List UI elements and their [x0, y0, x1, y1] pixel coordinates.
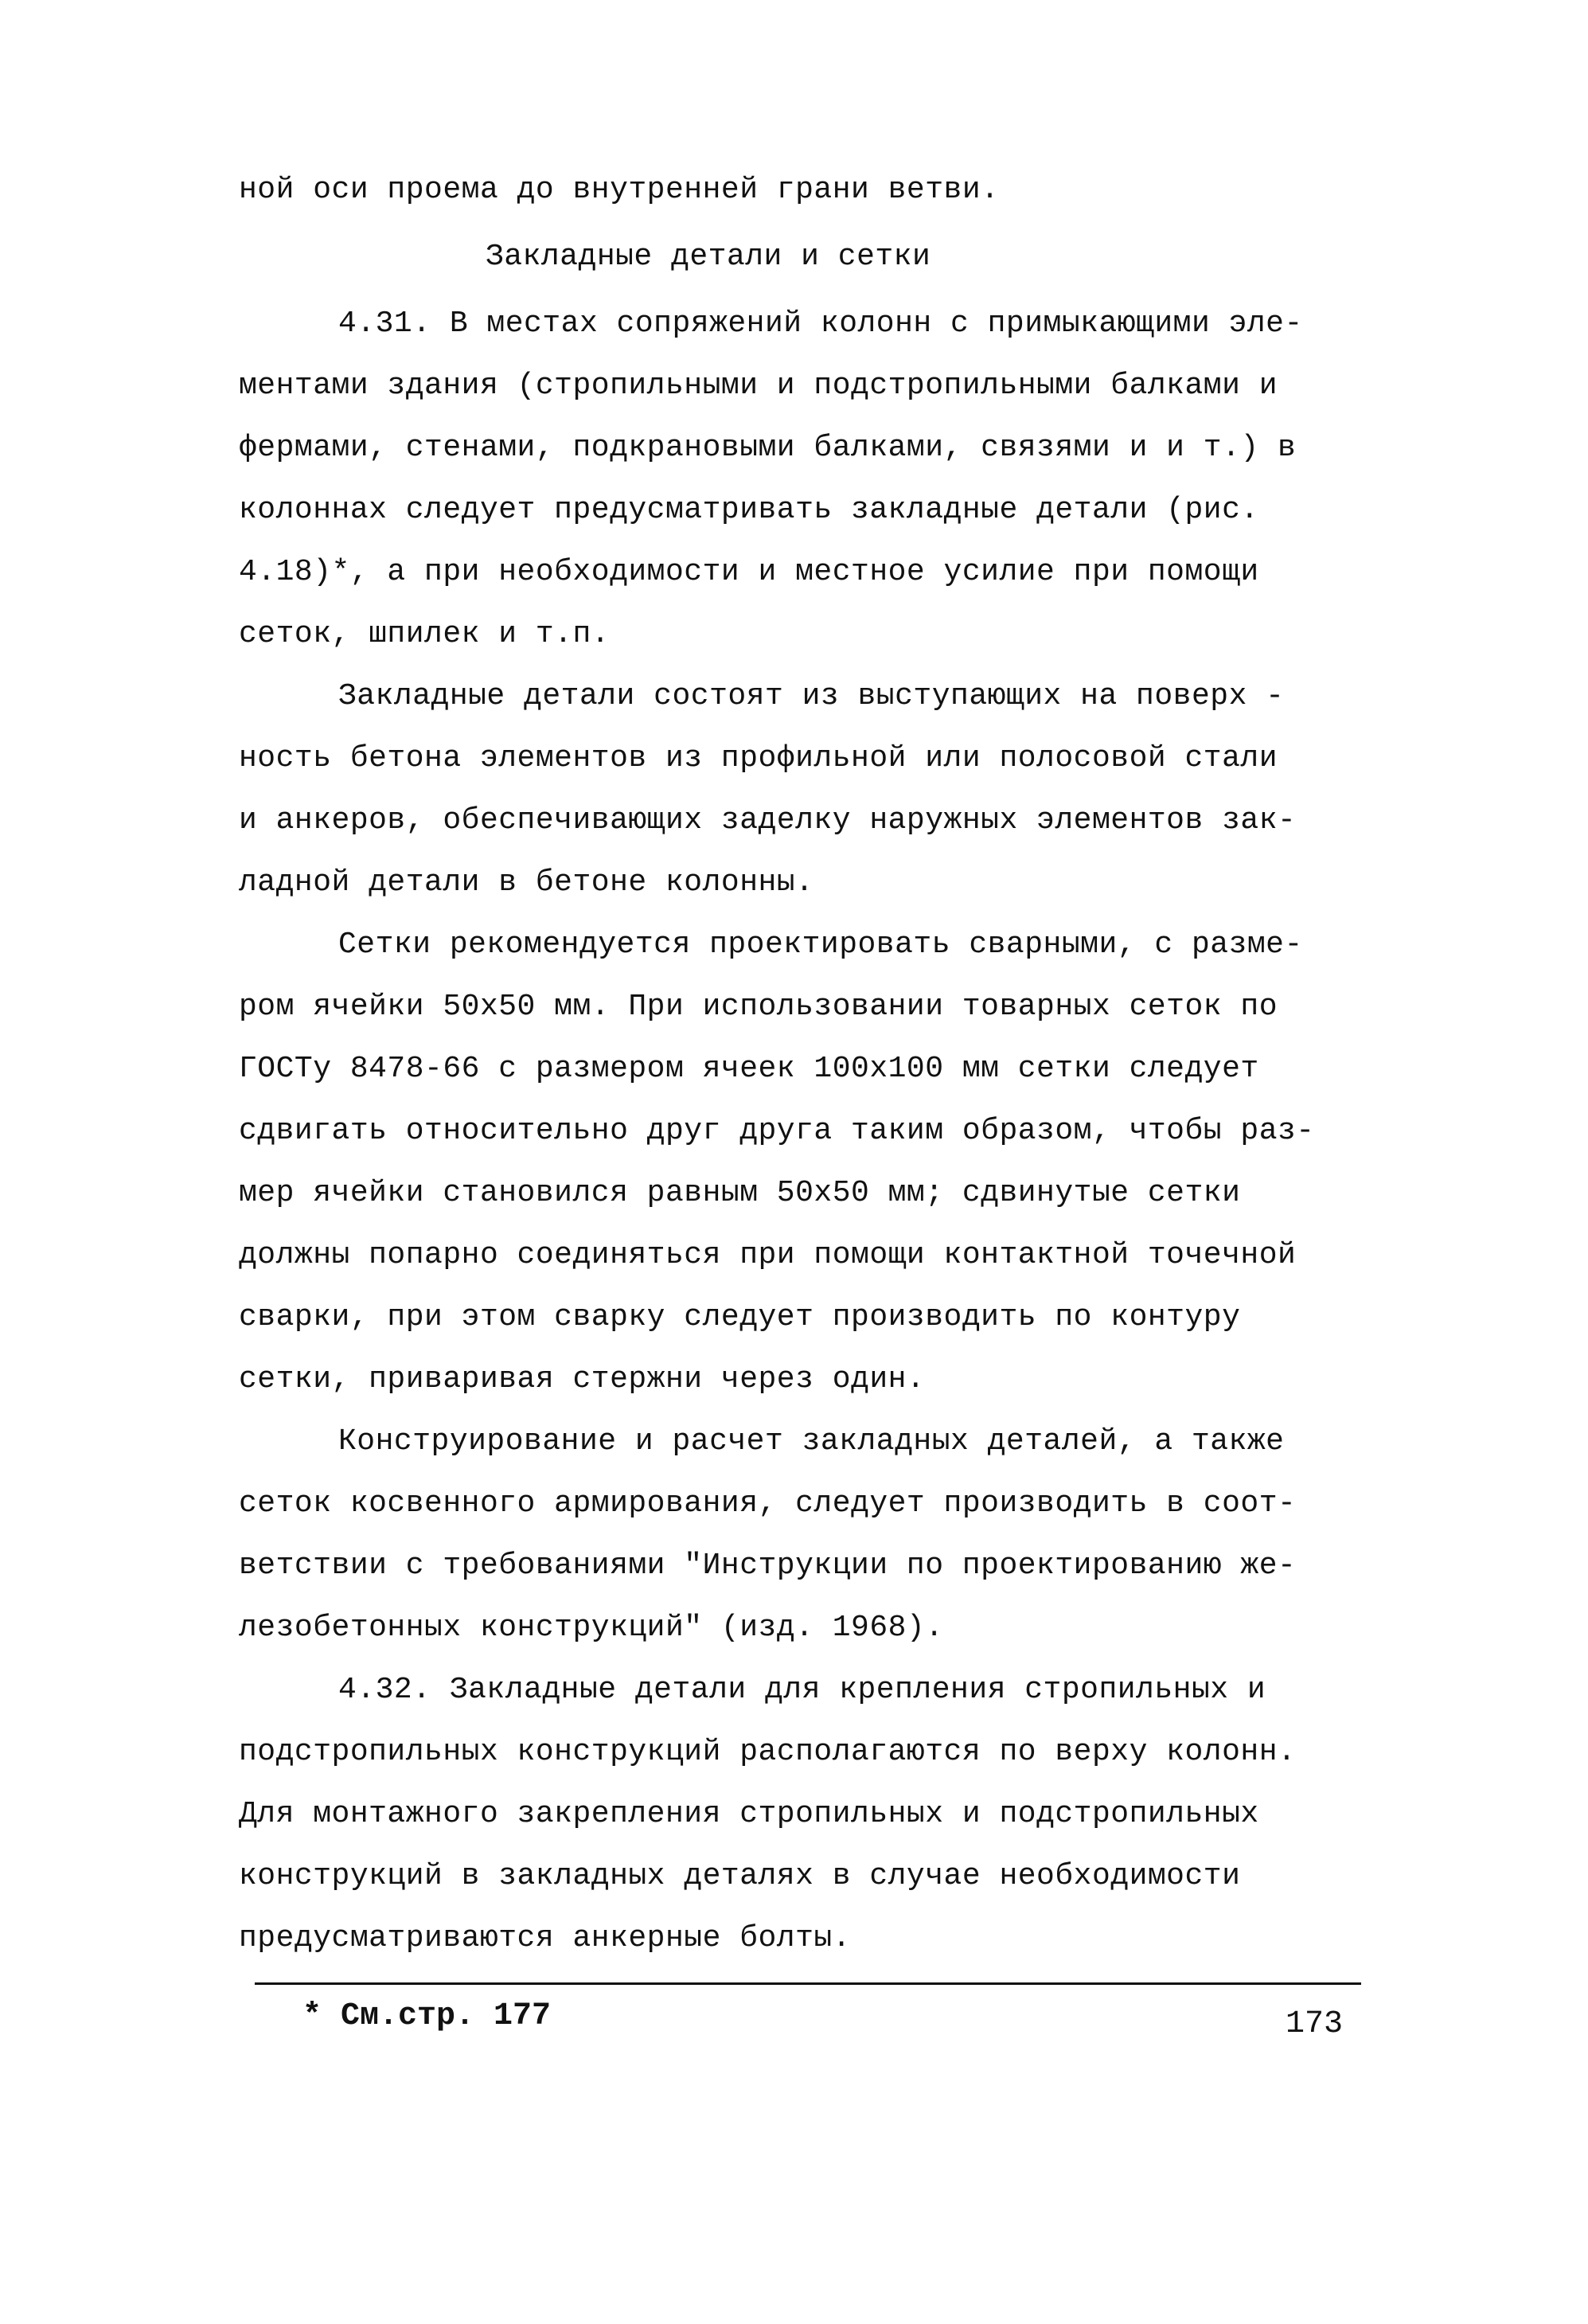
- footnote-divider: [255, 1982, 1361, 1985]
- page-number: 173: [1286, 2006, 1344, 2042]
- text-line: мер ячейки становился равным 50x50 мм; сдвинутые сетки: [239, 1176, 1241, 1210]
- text-line: ность бетона элементов из профильной или полосовой стали: [239, 741, 1278, 775]
- text-line: сдвигать относительно друг друга таким образом, чтобы раз-: [239, 1114, 1315, 1148]
- text-line: предусматриваются анкерные болты.: [239, 1921, 852, 1955]
- paragraph-design: [239, 1411, 1369, 1659]
- text-line: сварки, при этом сварку следует производить по контуру: [239, 1300, 1241, 1334]
- text-line: ладной детали в бетоне колонны.: [239, 865, 814, 900]
- text-line: конструкций в закладных деталях в случае необходимости: [239, 1859, 1241, 1893]
- text-line: ром ячейки 50x50 мм. При использовании товарных сеток по: [239, 990, 1278, 1024]
- paragraph-4-32: [239, 1659, 1369, 1970]
- text-line: Закладные детали состоят из выступающих на поверх -: [338, 679, 1285, 713]
- text-line: подстропильных конструкций располагаются по верху колонн.: [239, 1735, 1297, 1769]
- text-line: 4.18)*, а при необходимости и местное усилие при помощи: [239, 555, 1259, 589]
- text-line: и анкеров, обеспечивающих заделку наружных элементов зак-: [239, 803, 1297, 838]
- text-line: ГОСТу 8478-66 с размером ячеек 100x100 мм сетки следует: [239, 1052, 1259, 1086]
- paragraph-meshes: [239, 914, 1369, 1411]
- document-body: [239, 159, 1369, 1970]
- text-line: Для монтажного закрепления стропильных и подстропильных: [239, 1797, 1259, 1831]
- text-line: лезобетонных конструкций" (изд. 1968).: [239, 1611, 944, 1645]
- text-line: фермами, стенами, подкрановыми балками, связями и и т.) в: [239, 431, 1297, 465]
- text-line: колоннах следует предусматривать закладные детали (рис.: [239, 493, 1259, 527]
- text-line: сетки, приваривая стержни через один.: [239, 1362, 926, 1396]
- text-line: Сетки рекомендуется проектировать сварными, с разме-: [338, 928, 1303, 962]
- text-line: Конструирование и расчет закладных деталей, а также: [338, 1424, 1285, 1459]
- paragraph-4-31: [239, 293, 1369, 666]
- text-line: 4.31. В местах сопряжений колонн с примыкающими эле-: [338, 307, 1303, 341]
- text-line: сеток косвенного армирования, следует производить в соот-: [239, 1486, 1297, 1521]
- intro-line: ной оси проема до внутренней грани ветви.: [239, 173, 1000, 207]
- paragraph-embedded-parts: [239, 666, 1369, 914]
- text-line: сеток, шпилек и т.п.: [239, 617, 611, 651]
- text-line: 4.32. Закладные детали для крепления стропильных и: [338, 1673, 1266, 1707]
- text-line: ветствии с требованиями "Инструкции по проектированию же-: [239, 1549, 1297, 1583]
- section-title: Закладные детали и сетки: [486, 240, 931, 274]
- text-line: ментами здания (стропильными и подстропильными балками и: [239, 369, 1278, 403]
- text-line: должны попарно соединяться при помощи контактной точечной: [239, 1238, 1297, 1272]
- footnote: * См.стр. 177: [302, 1998, 552, 2034]
